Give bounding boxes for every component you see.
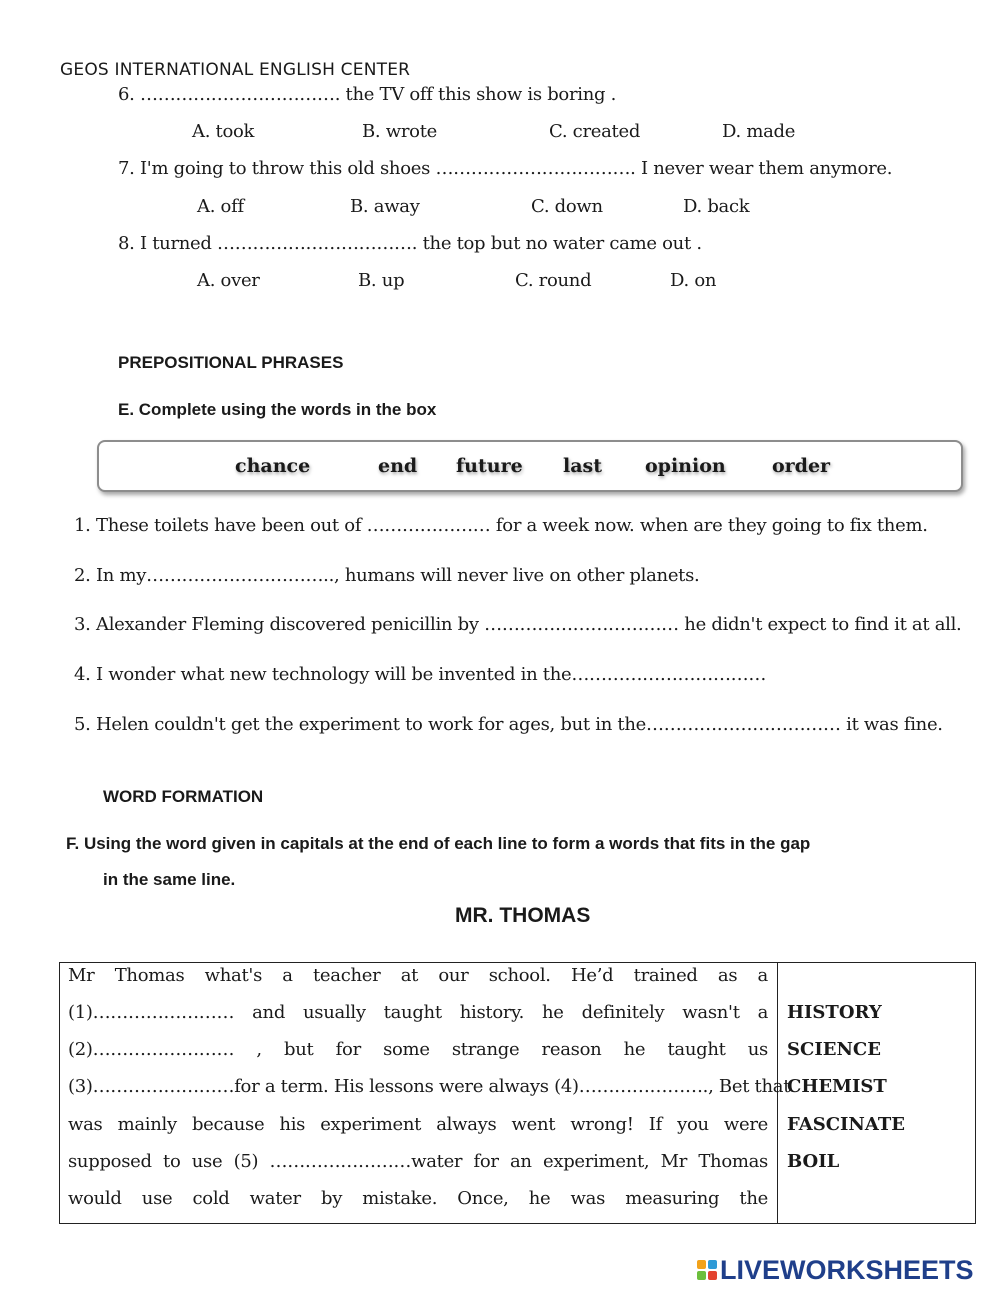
q8-option-c[interactable]: C. round: [515, 270, 592, 291]
school-header: GEOS INTERNATIONAL ENGLISH CENTER: [60, 60, 411, 80]
box-word-future: future: [456, 455, 523, 477]
liveworksheets-logo[interactable]: [697, 1255, 974, 1285]
question-6-stem: 6. ……………………………. the TV off this show is boring .: [118, 84, 617, 105]
word-formation-heading: WORD FORMATION: [103, 787, 264, 806]
q6-option-b[interactable]: B. wrote: [362, 121, 438, 142]
q7-option-b[interactable]: B. away: [350, 196, 420, 217]
passage-line-5: was mainly because his experiment always went wrong! If you were: [68, 1114, 768, 1135]
passage-line-1: Mr Thomas what's a teacher at our school. He’d trained as a: [68, 965, 768, 986]
prepositional-phrases-heading: PREPOSITIONAL PHRASES: [118, 353, 344, 372]
prep-item-3: 3. Alexander Fleming discovered penicillin by …………………………… he didn't expect to find it at all.: [74, 614, 962, 635]
q7-option-a[interactable]: A. off: [197, 196, 244, 217]
section-f-instruction-line2: in the same line.: [103, 870, 236, 889]
box-word-chance: chance: [235, 455, 311, 477]
word-box: [97, 440, 963, 492]
prep-item-5: 5. Helen couldn't get the experiment to work for ages, but in the…………………………… it was fine.: [74, 714, 943, 735]
logo-icon: [697, 1260, 717, 1280]
question-7-stem: 7. I'm going to throw this old shoes ……………………………. I never wear them anymore.: [118, 158, 893, 179]
word-boil: BOIL: [787, 1151, 840, 1172]
passage-line-7: would use cold water by mistake. Once, he was measuring the: [68, 1188, 768, 1209]
section-e-instruction: E. Complete using the words in the box: [118, 400, 437, 419]
box-word-end: end: [378, 455, 418, 477]
box-word-last: last: [563, 455, 603, 477]
q8-option-d[interactable]: D. on: [670, 270, 717, 291]
q6-option-a[interactable]: A. took: [192, 121, 255, 142]
word-history: HISTORY: [787, 1002, 882, 1023]
q6-option-c[interactable]: C. created: [549, 121, 641, 142]
q6-option-d[interactable]: D. made: [722, 121, 796, 142]
word-chemist: CHEMIST: [787, 1076, 887, 1097]
question-8-stem: 8. I turned ……………………………. the top but no water came out .: [118, 233, 702, 254]
passage-title: MR. THOMAS: [455, 904, 591, 927]
section-f-instruction-line1: F. Using the word given in capitals at the end of each line to form a words that fits in the gap: [66, 834, 811, 853]
passage-line-4: (3)……………………for a term. His lessons were always (4)…………………., Bet that: [68, 1076, 791, 1097]
word-science: SCIENCE: [787, 1039, 881, 1060]
word-fascinate: FASCINATE: [787, 1114, 905, 1135]
q8-option-b[interactable]: B. up: [358, 270, 405, 291]
q7-option-d[interactable]: D. back: [683, 196, 750, 217]
passage-line-2: (1)…………………… and usually taught history. he definitely wasn't a: [68, 1002, 768, 1023]
prep-item-1: 1. These toilets have been out of ………………… for a week now. when are they going to fix them.: [74, 515, 928, 536]
prep-item-2: 2. In my………………………….., humans will never live on other planets.: [74, 565, 700, 586]
q8-option-a[interactable]: A. over: [197, 270, 260, 291]
prep-item-4: 4. I wonder what new technology will be invented in the……………………………: [74, 664, 767, 685]
q7-option-c[interactable]: C. down: [531, 196, 603, 217]
passage-line-3: (2)…………………… , but for some strange reason he taught us: [68, 1039, 768, 1060]
box-word-order: order: [772, 455, 831, 477]
box-word-opinion: opinion: [645, 455, 726, 477]
logo-text: LIVEWORKSHEETS: [720, 1254, 974, 1285]
passage-line-6: supposed to use (5) ……………………water for an experiment, Mr Thomas: [68, 1151, 768, 1172]
